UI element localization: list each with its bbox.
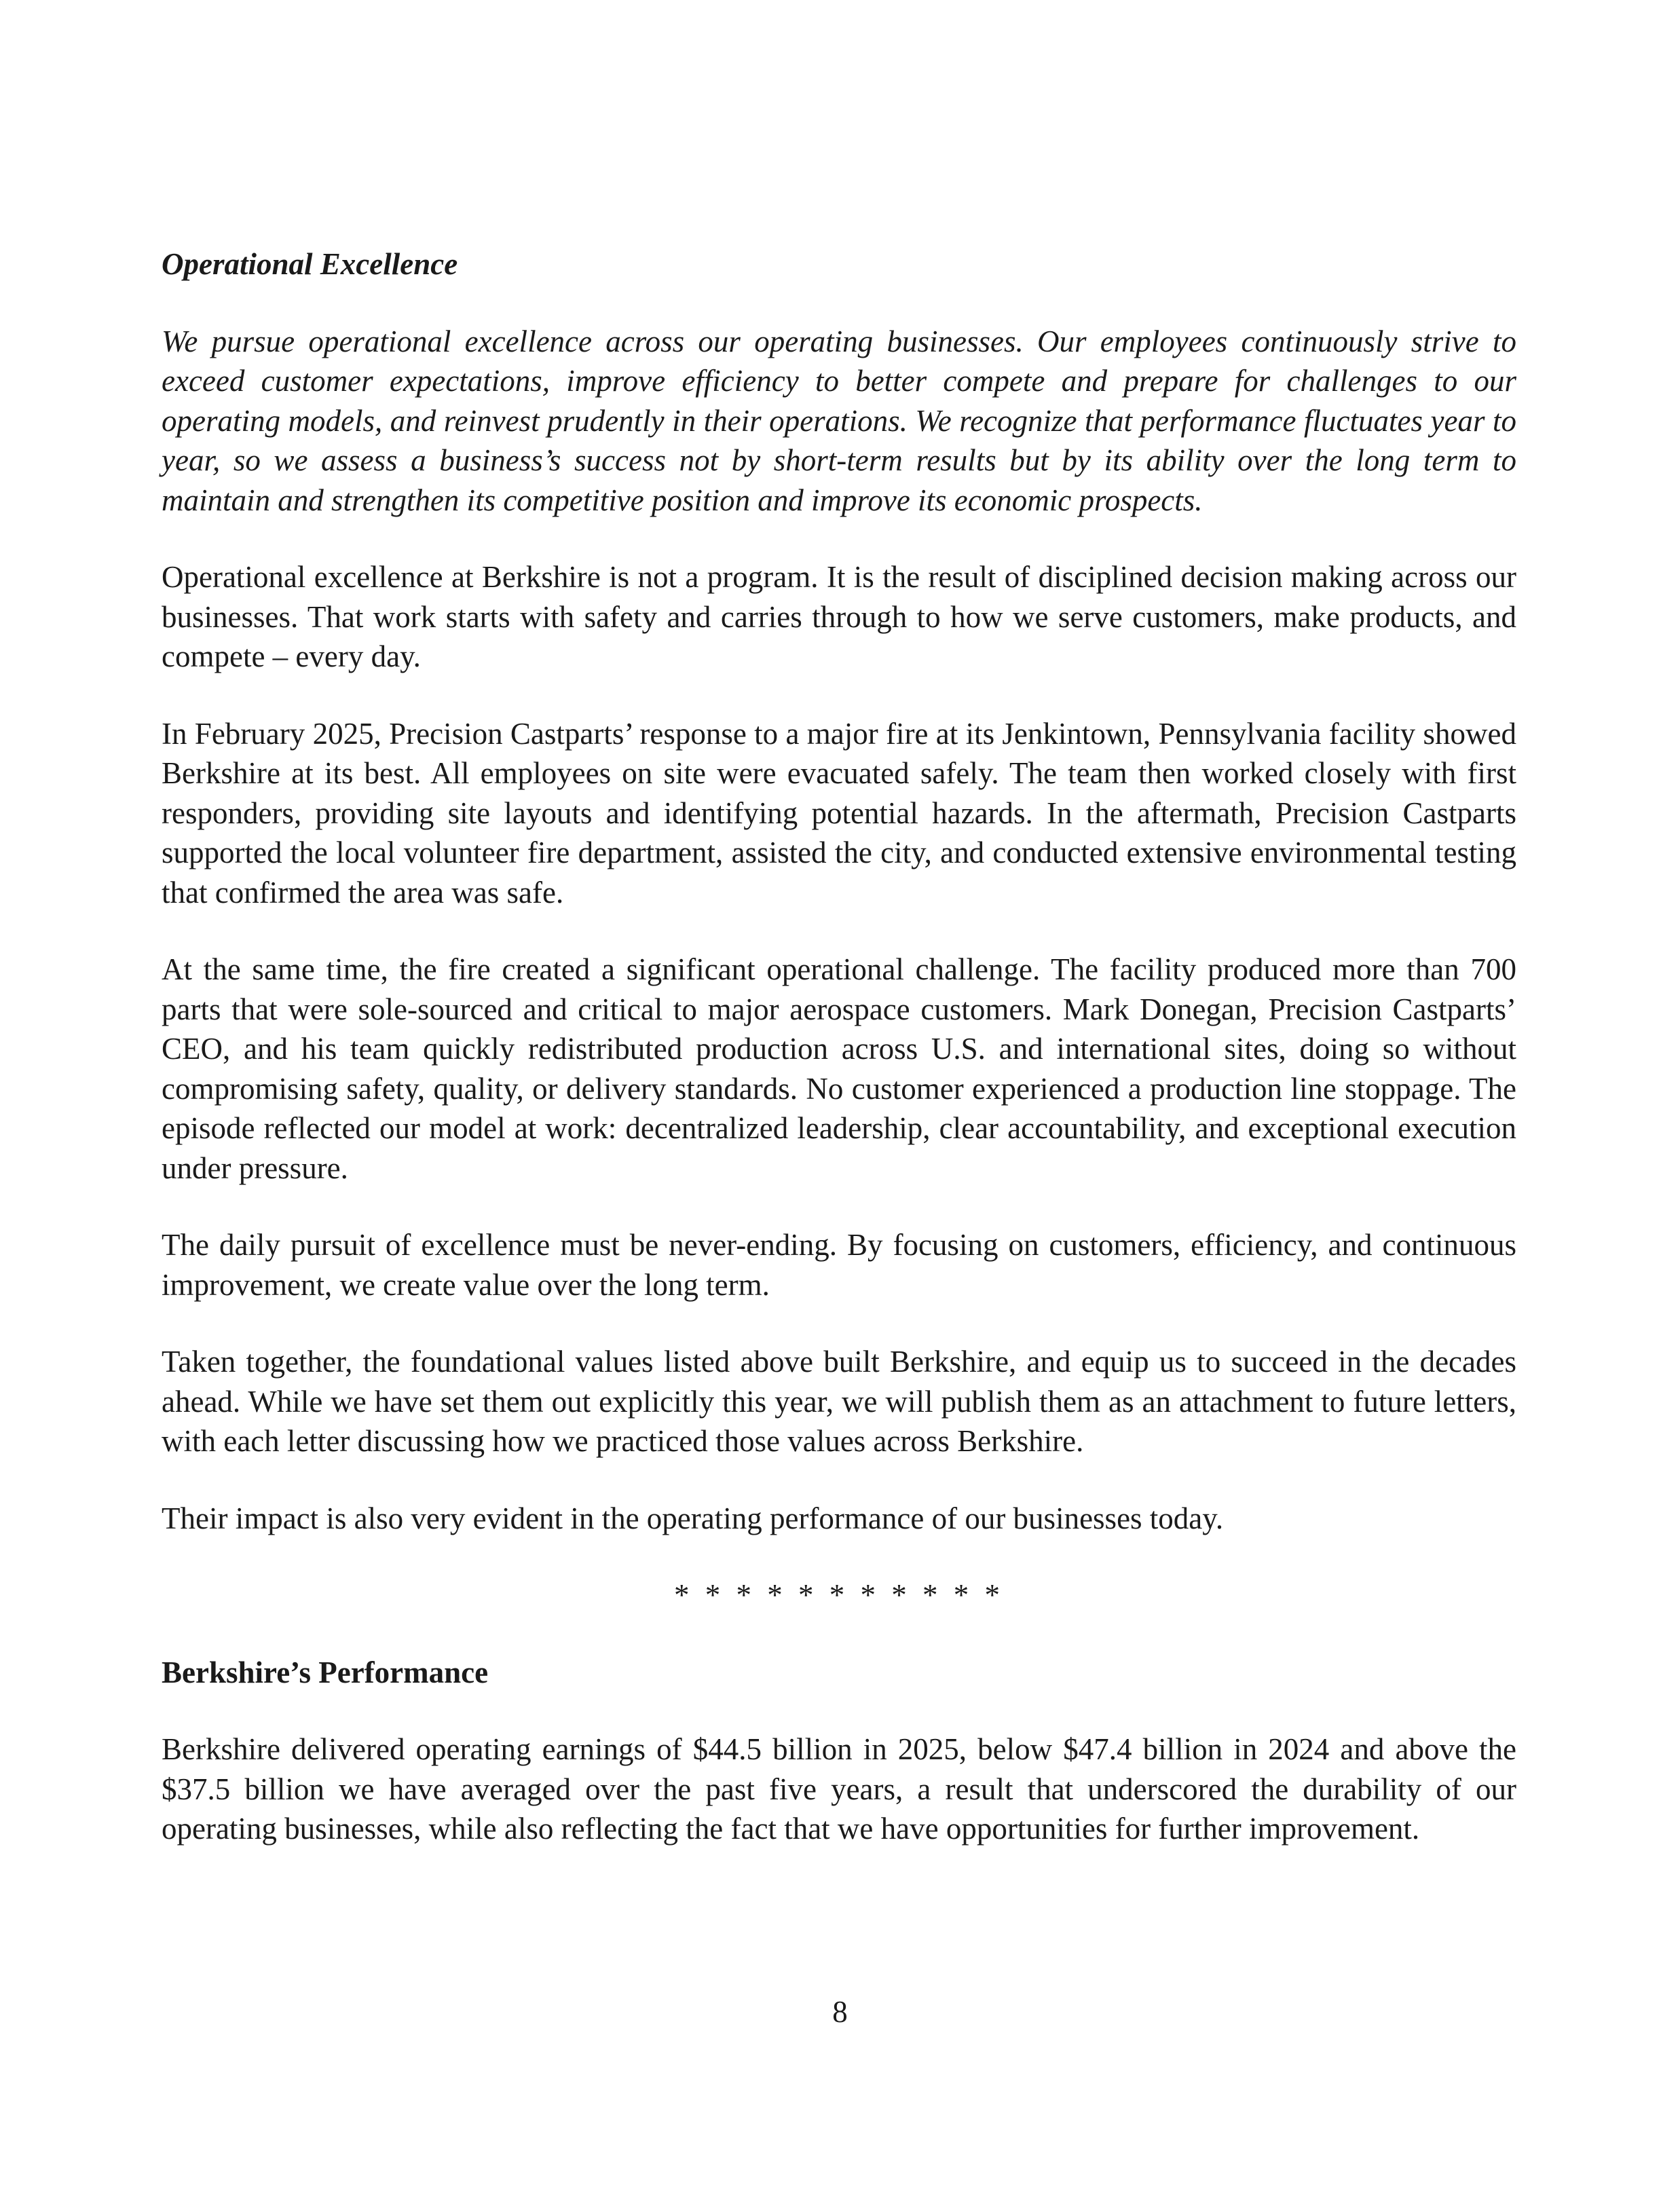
page-number: 8 <box>832 1995 848 2029</box>
section-heading-berkshires-performance: Berkshire’s Performance <box>162 1655 489 1689</box>
page-content <box>162 244 1516 1886</box>
body-paragraph: At the same time, the fire created a significant operational challenge. The facility produced more than 700 parts that were sole-sourced and critical to major aerospace customers. Mark Donegan, Precision Castparts’ CEO, and his team quickly redistributed production across U.S. and international sites, doing so without compromising safety, quality, or delivery standards. No customer experienced a production line stoppage. The episode reflected our model at work: decentralized leadership, clear accountability, and exceptional execution under pressure. <box>162 952 1516 1185</box>
body-paragraph: In February 2025, Precision Castparts’ response to a major fire at its Jenkintown, Pennsylvania facility showed Berkshire at its best. All employees on site were evacuated safely. The team then worked closely with first responders, providing site layouts and identifying potential hazards. In the aftermath, Precision Castparts supported the local volunteer fire department, assisted the city, and conducted extensive environmental testing that confirmed the area was safe. <box>162 716 1516 910</box>
italic-intro-paragraph: We pursue operational excellence across our operating businesses. Our employees continuously strive to exceed customer expectations, improve efficiency to better compete and prepare for challenges to our operating models, and reinvest prudently in their operations. We recognize that performance fluctuates year to year, so we assess a business’s success not by short-term results but by its ability over the long term to maintain and strengthen its competitive position and improve its economic prospects. <box>162 324 1516 517</box>
body-paragraph: The daily pursuit of excellence must be never-ending. By focusing on customers, efficiency, and continuous improvement, we create value over the long term. <box>162 1228 1516 1302</box>
body-paragraph: Berkshire delivered operating earnings of $44.5 billion in 2025, below $47.4 billion in 2024 and above the $37.5 billion we have averaged over the past five years, a result that underscored the durability of our operating businesses, while also reflecting the fact that we have opportunities for further improvement. <box>162 1732 1516 1846</box>
body-paragraph: Operational excellence at Berkshire is not a program. It is the result of disciplined decision making across our businesses. That work starts with safety and carries through to how we serve customers, make products, and compete – every day. <box>162 560 1516 673</box>
section-heading-operational-excellence: Operational Excellence <box>162 247 458 281</box>
section-divider: * * * * * * * * * * * <box>674 1578 1004 1612</box>
body-paragraph: Their impact is also very evident in the operating performance of our businesses today. <box>162 1501 1224 1535</box>
body-paragraph: Taken together, the foundational values listed above built Berkshire, and equip us to succeed in the decades ahead. While we have set them out explicitly this year, we will publish them as an attachment to future letters, with each letter discussing how we practiced those values across Berkshire. <box>162 1345 1516 1458</box>
